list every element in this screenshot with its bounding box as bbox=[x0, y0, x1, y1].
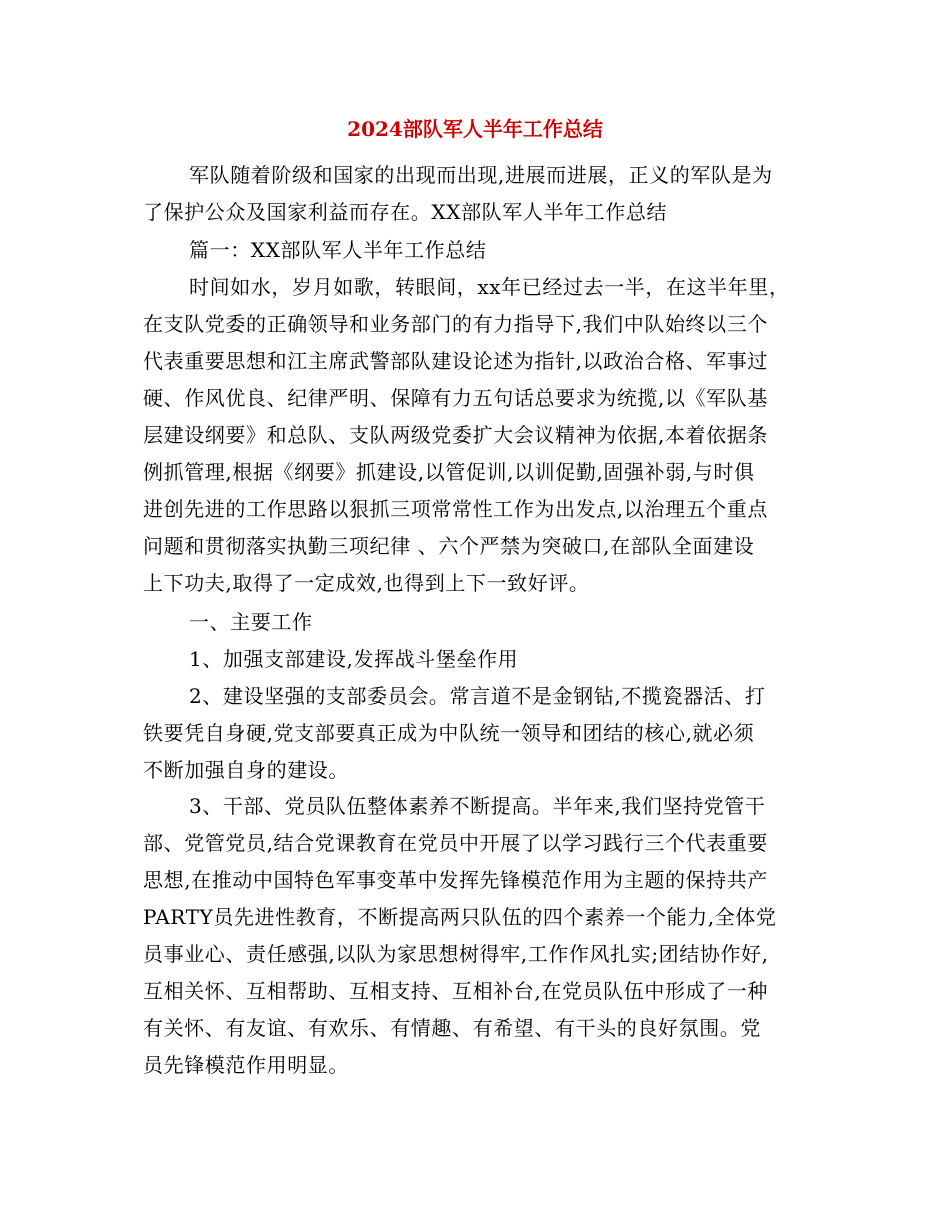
item-1 bbox=[143, 641, 813, 678]
paragraph-line: 3、干部、党员队伍整体素养不断提高。半年来,我们坚持党管干 bbox=[189, 794, 766, 818]
section-heading bbox=[143, 232, 813, 269]
paragraph-line: 部、党管党员,结合党课教育在党员中开展了以学习践行三个代表重要 bbox=[143, 831, 768, 855]
paragraph-line: 员事业心、责任感强,以队为家思想树得牢,工作作风扎实;团结协作好, bbox=[143, 942, 769, 966]
paragraph-line: 在支队党委的正确领导和业务部门的有力指导下,我们中队始终以三个 bbox=[143, 312, 768, 336]
body-paragraph-1 bbox=[143, 269, 813, 602]
item-text: 1、加强支部建设,发挥战斗堡垒作用 bbox=[189, 647, 519, 671]
item-2 bbox=[143, 678, 813, 789]
paragraph-line: 有关怀、有友谊、有欢乐、有情趣、有希望、有干头的良好氛围。党 bbox=[143, 1016, 761, 1040]
paragraph-line: PARTY员先进性教育，不断提高两只队伍的四个素养一个能力,全体党 bbox=[143, 905, 777, 929]
item-3 bbox=[143, 788, 813, 1084]
paragraph-line: 硬、作风优良、纪律严明、保障有力五句话总要求为统揽,以《军队基 bbox=[143, 386, 768, 410]
intro-line: 军队随着阶级和国家的出现而出现,进展而进展，正义的军队是为 bbox=[189, 163, 773, 187]
section-heading-text: 篇一：XX部队军人半年工作总结 bbox=[189, 238, 487, 262]
paragraph-line: 员先锋模范作用明显。 bbox=[143, 1053, 349, 1077]
paragraph-line: 互相关怀、互相帮助、互相支持、互相补台,在党员队伍中形成了一种 bbox=[143, 979, 768, 1003]
intro-line: 了保护公众及国家利益而存在。XX部队军人半年工作总结 bbox=[143, 200, 668, 224]
paragraph-line: 上下功夫,取得了一定成效,也得到上下一致好评。 bbox=[143, 571, 590, 595]
paragraph-line: 思想,在推动中国特色军事变革中发挥先锋模范作用为主题的保持共产 bbox=[143, 868, 768, 892]
paragraph-line: 进创先进的工作思路以狠抓三项常常性工作为出发点,以治理五个重点 bbox=[143, 497, 768, 521]
paragraph-line: 代表重要思想和江主席武警部队建设论述为指针,以政治合格、军事过 bbox=[143, 349, 768, 373]
document-title: 2024部队军人半年工作总结 bbox=[347, 117, 603, 141]
heading-text: 一、主要工作 bbox=[189, 610, 313, 634]
main-work-heading bbox=[143, 604, 813, 641]
paragraph-line: 不断加强自身的建设。 bbox=[143, 758, 349, 782]
intro-paragraph bbox=[143, 157, 813, 231]
paragraph-line: 2、建设坚强的支部委员会。常言道不是金钢钻,不揽瓷器活、打 bbox=[189, 684, 766, 708]
paragraph-line: 问题和贯彻落实执勤三项纪律 、六个严禁为突破口,在部队全面建设 bbox=[143, 534, 755, 558]
paragraph-line: 铁要凭自身硬,党支部要真正成为中队统一领导和团结的核心,就必须 bbox=[143, 721, 755, 745]
paragraph-line: 例抓管理,根据《纲要》抓建设,以管促训,以训促勤,固强补弱,与时俱 bbox=[143, 460, 755, 484]
paragraph-line: 层建设纲要》和总队、支队两级党委扩大会议精神为依据,本着依据条 bbox=[143, 423, 768, 447]
paragraph-line: 时间如水，岁月如歌，转眼间，xx年已经过去一半，在这半年里， bbox=[189, 275, 790, 299]
